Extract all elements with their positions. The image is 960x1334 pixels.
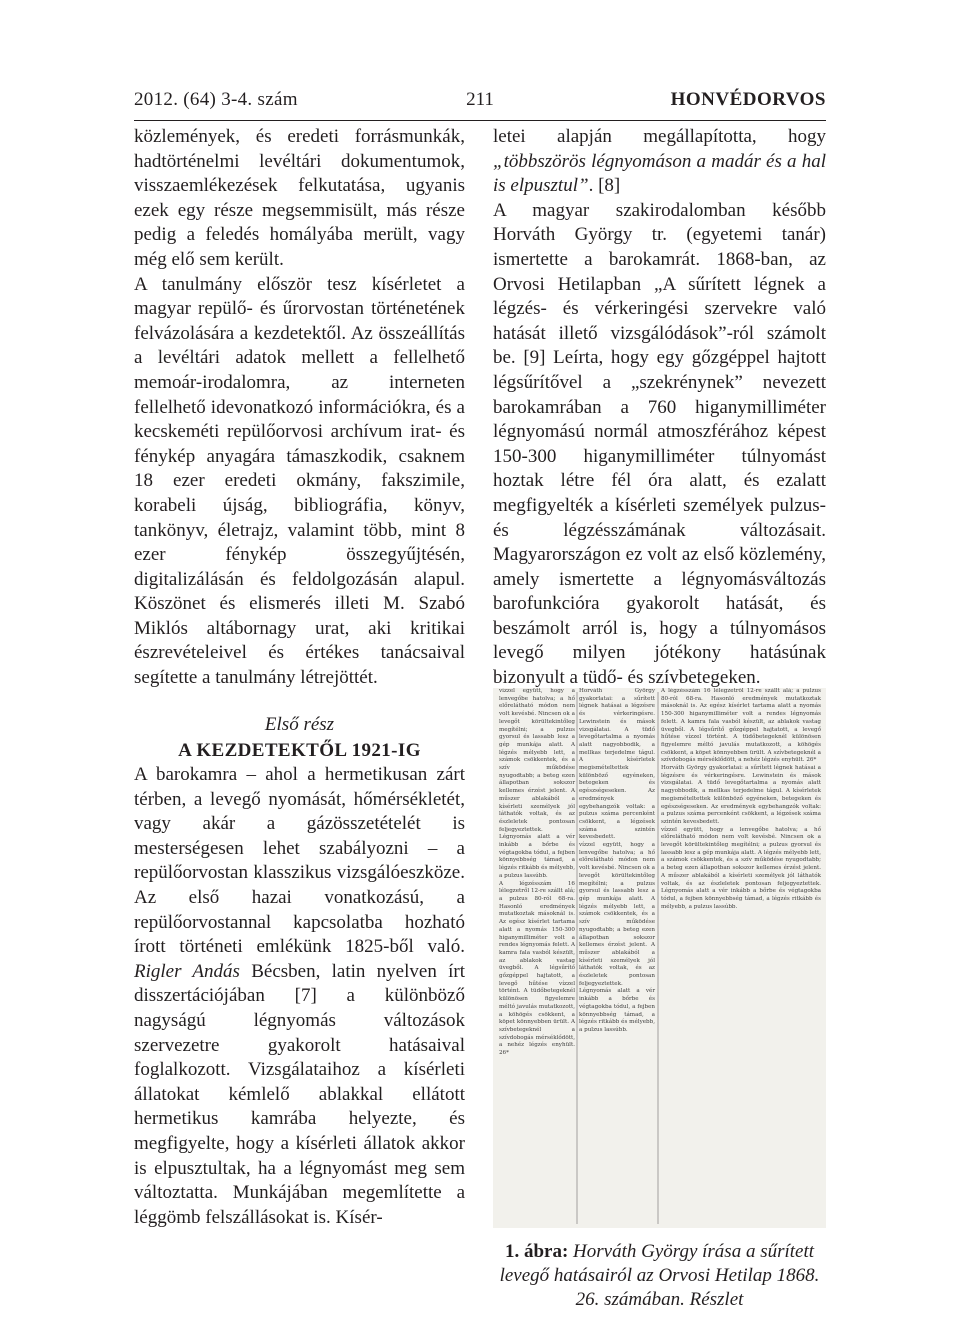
paragraph — [493, 125, 826, 199]
left-column-bottom — [134, 763, 465, 1230]
text-run: letei alapján megállapította, hogy — [493, 126, 826, 147]
scan-text: A légzésszám 16 lélegzetről 12-re szállt alá; a pulzus 80-ról 68-ra. Hasonló eredmények mutatkoztak másoknál is. Az egész kísérlet tartama alatt a nyomás 150-300 higanymilliméter volt a rendes légnyomás felett. A kamra fala vasból készült, az ablakok vastag üvegből. A légsűrítő gőzgéppel hajtatott, a levegő hűtése vízzel történt. A tüdőbetegeknél különösen figyelemre méltó javulás mutatkozott, a köhögés csökkent, a köpet könnyebben ürült. A szívbetegeknél a szívdobogás mérséklődött, a nehéz légzés enyhült. 26* — [661, 688, 821, 764]
page-number: 211 — [466, 89, 494, 110]
journal-name: HONVÉDORVOS — [670, 89, 826, 110]
paragraph — [134, 763, 465, 1230]
caption-label: 1. ábra: — [504, 1241, 569, 1262]
scan-text: vízzel együtt, hogy a lenvegőbe hatolva; a hő előrelátható módon nem volt kevésbé. Nincsen ok a levegőt körültekintőleg megítélni; a pulzus gyorsul és lassabb lesz a gép munkája alatt. A légzés mélyebb lett, a számok csökkentek, és a szív működése nyugodtabb; a beteg ezen állapotban sokszor kellemes érzést jelent. A műszer ablakából a kísérleti személyek jól láthatók voltak, és az észleletek pontosan feljegyeztettek. Légnyomás alatt a vér inkább a bőrbe és végtagokba tódul, a fejben könnyebbség támad, a légzés ritkább és mélyebb, a pulzus lassúbb. — [579, 842, 655, 1033]
right-column-top — [493, 125, 826, 691]
issue-info: 2012. (64) 3-4. szám — [134, 89, 298, 110]
section-heading — [134, 713, 465, 765]
figure-caption — [493, 1240, 826, 1312]
text-run: A barokamra – ahol a hermetikusan zárt térben, a levegő nyomását, hőmérsékletét, vagy akár a gázösszetételét is mesterségesen lehet szabályozni – a repülőorvostan klasszikus vizsgálóeszköze. Az első hazai vonatkozású, a repülőorvostannal kapcsolatba hozható írott történeti emlékünk 1825-ből való. — [134, 764, 465, 958]
scan-text: A légzésszám 16 lélegzetről 12-re szállt alá; a pulzus 80-ról 68-ra. Hasonló eredmények mutatkoztak másoknál is. Az egész kísérlet tartama alatt a nyomás 150-300 higanymilliméter volt a rendes légnyomás felett. A kamra fala vasból készült, az ablakok vastag üvegből. A légsűrítő gőzgéppel hajtatott, a levegő hűtése vízzel történt. A tüdőbetegeknél különösen figyelemre méltó javulás mutatkozott, a köhögés csökkent, a köpet könnyebben ürült. A szívbetegeknél a szívdobogás mérséklődött, a nehéz légzés enyhült. 26* — [499, 880, 575, 1057]
paragraph: A tanulmány először tesz kísérletet a magyar repülő- és űrorvostan történetének felvázolására a kezdetektől. Az összeállítás a levéltári adatok mellett a fellelhető memoár-irodalomra, az interneten fellelhető idevonatkozó információkra, és a kecskeméti repülőorvosi archívum irat- és fénykép anyagára támaszkodik, csaknem 18 ezer eredeti okmány, fakszimile, korabeli újság, bibliográfia, könyv, tankönyv, életrajz, valamint több, mint 8 ezer fénykép összegyűjtésén, digitalizálásán és feldolgozásán alapul. Köszönet és elismerés illeti M. Szabó Miklós altábornagy urat, aki kritikai észrevételeivel és értékes tanácsaival segítette a tanulmány létrejöttét. — [134, 273, 465, 689]
figure-scan-image — [493, 688, 826, 1228]
running-header — [134, 86, 826, 121]
scan-text: Horváth György gyakorlatai: a sűrített légnek hatásai a légzésre és vérkeringésre. Lewinstein és mások vizsgálatai. A tüdő levegőtartalma a nyomás alatt nagyobbodik, a mellkas terjedelme tágul. A kísérletek megismételtettek különböző egyéneken, betegeken és egészségeseken. Az eredmények egybehangzók voltak: a pulzus száma percenként csökkent, a légzések száma szintén kevesbedett. — [579, 688, 655, 841]
left-column-top — [134, 125, 465, 691]
paragraph: A magyar szakirodalomban később Horváth György tr. (egyetemi tanár) ismertette a barokamrát. 1868-ban, az Orvosi Hetilapban „A sűrített légnek a légzés- és vérkeringési szervekre való hatását illető vizsgálódások”-ról számolt be. [9] Leírta, hogy egy gőzgéppel hajtott légsűrítővel a „szekrénynek” nevezett barokamrában a 760 higanymilliméter légnyomású normál atmoszférához képest 150-300 higanymilliméter túlnyomást hoztak létre fél óra alatt, és ezalatt megfigyelték a kísérleti személyek pulzus- és légzésszámának változásait. Magyarországon ez volt az első közlemény, amely ismertette a légnyomásváltozás barofunkcióra gyakorolt hatását, és beszámolt arról is, hogy a túlnyomásos levegő milyen jótékony hatásúnak bizonyult a tüdő- és szívbetegeken. — [493, 199, 826, 689]
caption-text: Horváth György írása a sűrített levegő hatásairól az Orvosi Hetilap 1868. 26. számában. Részlet — [499, 1241, 820, 1310]
scan-text: vízzel együtt, hogy a lenvegőbe hatolva; a hő előrelátható módon nem volt kevésbé. Nincsen ok a levegőt körültekintőleg megítélni; a pulzus gyorsul és lassabb lesz a gép munkája alatt. A légzés mélyebb lett, a számok csökkentek, és a szív működése nyugodtabb; a beteg ezen állapotban sokszor kellemes érzést jelent. A műszer ablakából a kísérleti személyek jól láthatók voltak, és az észleletek pontosan feljegyeztettek. Légnyomás alatt a vér inkább a bőrbe és végtagokba tódul, a fejben könnyebbség támad, a légzés ritkább és mélyebb, a pulzus lassúbb. — [499, 688, 575, 879]
text-run: Bécsben, latin nyelven írt disszertációjában [7] a különböző nagyságú légnyomás változások szervezetre gyakorolt hatásaival foglalkozott. Vizsgálataihoz a kísérleti állatokat kémlelő ablakkal ellátott hermetikus kamrába helyezte, és megfigyelte, hogy a kísérleti állatok akkor is elpusztultak, ha a légnyomást meg sem változtatta. Munkájában megemlítette a léggömb felszállásokat is. Kísér- — [134, 960, 465, 1228]
paragraph: közlemények, és eredeti forrásmunkák, hadtörténelmi levéltári dokumentumok, visszaemlékezések felkutatása, ugyanis ezek egy része megsemmisült, más része pedig a feledés homályába merült, vagy még elő sem került. — [134, 126, 465, 270]
scan-rules — [493, 688, 826, 1228]
person-name: Rigler Andás — [134, 960, 240, 982]
quotation: „többszörös légnyomáson a madár és a hal is elpusztul” — [493, 150, 826, 197]
section-subtitle: Első rész — [264, 714, 335, 735]
text-run: . [8] — [588, 175, 621, 197]
scan-text: Horváth György gyakorlatai: a sűrített légnek hatásai a légzésre és vérkeringésre. Lewinstein és mások vizsgálatai. A tüdő levegőtartalma a nyomás alatt nagyobbodik, a mellkas terjedelme tágul. A kísérletek megismételtettek különböző egyéneken, betegeken és egészségeseken. Az eredmények egybehangzók voltak: a pulzus száma percenként csökkent, a légzések száma szintén kevesbedett. — [661, 765, 821, 825]
scan-text: vízzel együtt, hogy a lenvegőbe hatolva; a hő előrelátható módon nem volt kevésbé. Nincsen ok a levegőt körültekintőleg megítélni; a pulzus gyorsul és lassabb lesz a gép munkája alatt. A légzés mélyebb lett, a számok csökkentek, és a szív működése nyugodtabb; a beteg ezen állapotban sokszor kellemes érzést jelent. A műszer ablakából a kísérleti személyek jól láthatók voltak, és az észleletek pontosan feljegyeztettek. Légnyomás alatt a vér inkább a bőrbe és végtagokba tódul, a fejben könnyebbség támad, a légzés ritkább és mélyebb, a pulzus lassúbb. — [661, 826, 821, 910]
section-title: A KEZDETEKTŐL 1921-IG — [178, 740, 421, 761]
